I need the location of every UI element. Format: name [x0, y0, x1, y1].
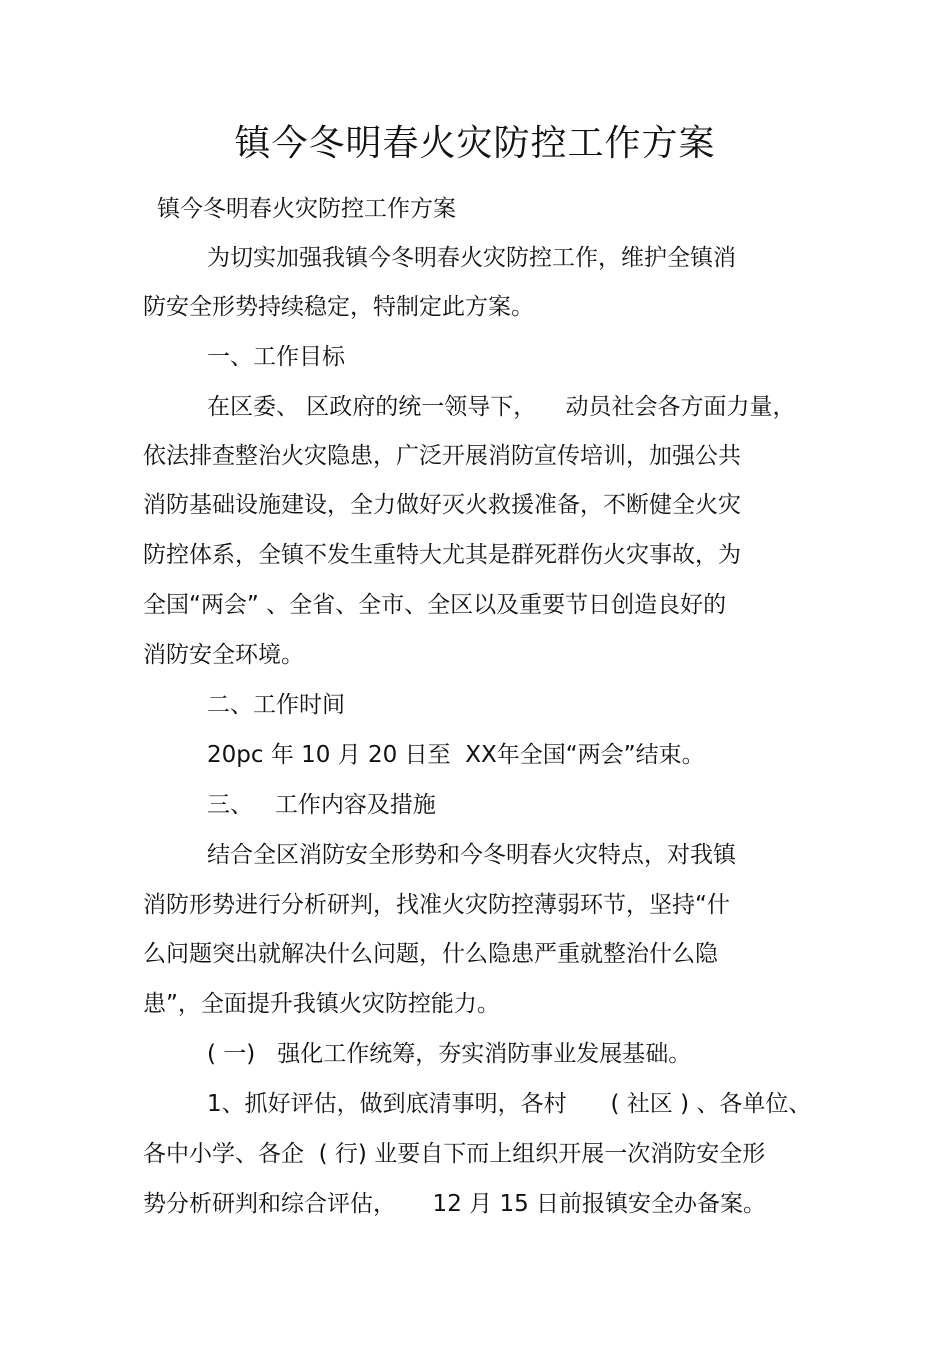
section-heading: 三、 工作内容及措施: [207, 792, 436, 818]
paragraph-line: 在区委、 区政府的统一领导下， 动员社会各方面力量，: [207, 394, 796, 420]
section-heading: 一、工作目标: [207, 344, 345, 370]
document-title: 镇今冬明春火灾防控工作方案: [234, 123, 716, 164]
paragraph-line: 消防基础设施建设，全力做好灭火救援准备，不断健全火灾: [143, 492, 741, 518]
paragraph-line: 防控体系，全镇不发生重特大尤其是群死群伤火灾事故，为: [143, 542, 741, 568]
paragraph-line: 各中小学、各企 ( 行) 业要自下而上组织开展一次消防安全形: [143, 1141, 766, 1167]
paragraph-line: 么问题突出就解决什么问题，什么隐患严重就整治什么隐: [143, 941, 718, 967]
intro-line: 为切实加强我镇今冬明春火灾防控工作，维护全镇消: [207, 245, 736, 271]
section-heading: 二、工作时间: [207, 692, 345, 718]
subsection-heading: ( 一) 强化工作统筹，夯实消防事业发展基础。: [207, 1041, 692, 1067]
intro-line: 防安全形势持续稳定，特制定此方案。: [143, 294, 534, 320]
paragraph-line: 患”，全面提升我镇火灾防控能力。: [143, 991, 500, 1017]
paragraph-line: 消防安全环境。: [143, 642, 304, 668]
paragraph-line: 消防形势进行分析研判，找准火灾防控薄弱环节，坚持“什: [143, 892, 730, 918]
paragraph-line: 全国“两会” 、全省、全市、全区以及重要节日创造良好的: [143, 592, 727, 618]
paragraph-line: 势分析研判和综合评估， 12 月 15 日前报镇安全办备案。: [143, 1191, 767, 1217]
paragraph-line: 1、抓好评估，做到底清事明，各村 ( 社区 ) 、各单位、: [207, 1091, 812, 1117]
document-subtitle: 镇今冬明春火灾防控工作方案: [157, 196, 456, 222]
paragraph-line: 依法排查整治火灾隐患，广泛开展消防宣传培训，加强公共: [143, 443, 741, 469]
paragraph-line: 结合全区消防安全形势和今冬明春火灾特点，对我镇: [207, 842, 736, 868]
paragraph-line: 20pc 年 10 月 20 日至 XX年全国“两会”结束。: [207, 742, 705, 768]
